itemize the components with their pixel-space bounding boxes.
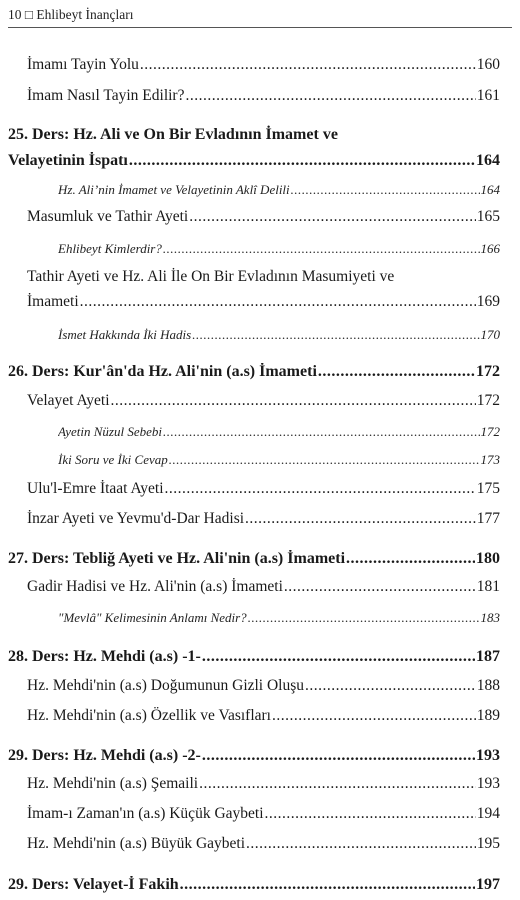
toc-entry-title: İsmet Hakkında İki Hadis (58, 327, 192, 342)
toc-entry-page: 165 (476, 208, 500, 225)
toc-entry-title: Velayetinin İspatı (8, 152, 128, 169)
leader-dots (202, 747, 475, 765)
toc-entry-title: Ehlibeyt Kimlerdir? (58, 241, 162, 256)
leader-dots (185, 87, 475, 105)
toc-entry-title: İmam-ı Zaman'ın (a.s) Küçük Gaybeti (27, 805, 264, 822)
toc-entry-title: Ayetin Nüzul Sebebi (58, 424, 162, 439)
leader-dots (272, 707, 476, 725)
leader-dots (202, 648, 475, 666)
toc-entry-title: İmam Nasıl Tayin Edilir? (27, 87, 185, 104)
toc-entry[interactable] (27, 87, 500, 105)
leader-dots (265, 805, 476, 823)
header-book-title: Ehlibeyt İnançları (36, 7, 134, 22)
toc-entry-page: 183 (480, 610, 500, 625)
toc-entry-title: Velayet Ayeti (27, 392, 110, 409)
toc-entry[interactable] (27, 775, 500, 793)
toc-entry[interactable] (27, 835, 500, 853)
toc-section-entry[interactable] (8, 550, 500, 568)
toc-entry[interactable] (58, 241, 500, 257)
toc-entry-title: Ulu'l-Emre İtaat Ayeti (27, 480, 164, 497)
toc-entry-page: 189 (476, 707, 500, 724)
toc-entry-title: İmamı Tayin Yolu (27, 56, 139, 73)
toc-section-entry[interactable] (8, 876, 500, 894)
toc-entry-page: 173 (480, 452, 500, 467)
leader-dots (284, 578, 476, 596)
header-page-number: 10 (8, 7, 22, 22)
leader-dots (246, 835, 476, 853)
toc-entry-page: 172 (476, 363, 500, 380)
leader-dots (346, 550, 475, 568)
toc-entry-title: İnzar Ayeti ve Yevmu'd-Dar Hadisi (27, 510, 245, 527)
toc-entry-page: 164 (476, 152, 500, 169)
leader-dots (111, 392, 476, 410)
toc-entry-title: Hz. Ali’nin İmamet ve Velayetinin Aklî Delili (58, 182, 290, 197)
toc-entry[interactable] (58, 452, 500, 468)
toc-entry[interactable] (58, 327, 500, 343)
toc-entry-title: "Mevlâ" Kelimesinin Anlamı Nedir? (58, 610, 247, 625)
leader-dots (169, 452, 480, 468)
leader-dots (165, 480, 476, 498)
toc-entry-title: 29. Ders: Hz. Mehdi (a.s) -2- (8, 747, 201, 764)
leader-dots (318, 363, 475, 381)
toc-entry-page: 164 (480, 182, 500, 197)
toc-entry-title: İmameti (27, 293, 79, 310)
header-separator: □ (24, 7, 34, 22)
toc-entry-title: Hz. Mehdi'nin (a.s) Doğumunun Gizli Oluşu (27, 677, 305, 694)
toc-entry-title: İki Soru ve İki Cevap (58, 452, 168, 467)
leader-dots (80, 293, 476, 311)
toc-entry-page: 180 (476, 550, 500, 567)
toc-entry[interactable] (27, 392, 500, 410)
toc-entry-page: 175 (476, 480, 500, 497)
toc-entry-page: 161 (476, 87, 500, 104)
header-divider (8, 27, 512, 28)
leader-dots (305, 677, 476, 695)
toc-entry-page: 195 (476, 835, 500, 852)
toc-entry-title: Masumluk ve Tathir Ayeti (27, 208, 189, 225)
toc-entry-title: 26. Ders: Kur'ân'da Hz. Ali'nin (a.s) İmameti (8, 363, 317, 380)
toc-section-entry[interactable] (8, 363, 500, 381)
toc-entry[interactable] (27, 293, 500, 311)
leader-dots (180, 876, 475, 894)
toc-entry-title: Gadir Hadisi ve Hz. Ali'nin (a.s) İmameti (27, 578, 283, 595)
toc-entry-page: 166 (480, 241, 500, 256)
toc-entry[interactable] (27, 480, 500, 498)
toc-entry-title: 27. Ders: Tebliğ Ayeti ve Hz. Ali'nin (a.s) İmameti (8, 550, 346, 567)
toc-entry-page: 181 (476, 578, 500, 595)
leader-dots (163, 241, 480, 257)
toc-entry[interactable] (27, 510, 500, 528)
toc-entry-page: 160 (476, 56, 500, 73)
toc-entry-page: 193 (476, 747, 500, 764)
leader-dots (291, 182, 480, 198)
toc-entry-page: 170 (480, 327, 500, 342)
toc-entry-title: Hz. Mehdi'nin (a.s) Büyük Gaybeti (27, 835, 246, 852)
leader-dots (192, 327, 479, 343)
toc-entry-page: 197 (476, 876, 500, 893)
leader-dots (140, 56, 476, 74)
leader-dots (248, 610, 480, 626)
toc-entry[interactable] (27, 56, 500, 74)
toc-entry-page: 193 (476, 775, 500, 792)
toc-entry[interactable] (58, 424, 500, 440)
toc-entry-title: Hz. Mehdi'nin (a.s) Özellik ve Vasıfları (27, 707, 271, 724)
toc-entry-page: 194 (476, 805, 500, 822)
toc-entry-title: Hz. Mehdi'nin (a.s) Şemaili (27, 775, 199, 792)
toc-entry[interactable] (58, 182, 500, 198)
toc-entry-page: 187 (476, 648, 500, 665)
toc-entry-title: 28. Ders: Hz. Mehdi (a.s) -1- (8, 648, 201, 665)
toc-entry-page: 177 (476, 510, 500, 527)
leader-dots (199, 775, 476, 793)
toc-entry-page: 172 (480, 424, 500, 439)
toc-entry-title-line1: Tathir Ayeti ve Hz. Ali İle On Bir Evladının Masumiyeti ve (27, 268, 395, 285)
toc-section-title-line1: 25. Ders: Hz. Ali ve On Bir Evladının İmamet ve (8, 126, 338, 143)
toc-section-entry[interactable] (8, 648, 500, 666)
toc-entry[interactable] (27, 677, 500, 695)
running-header (8, 5, 512, 25)
leader-dots (129, 152, 475, 170)
toc-entry[interactable] (27, 208, 500, 226)
toc-entry-page: 172 (476, 392, 500, 409)
toc-entry-page: 169 (476, 293, 500, 310)
leader-dots (163, 424, 480, 440)
toc-entry[interactable] (58, 610, 500, 626)
toc-section-entry[interactable] (8, 152, 500, 170)
toc-entry[interactable] (27, 805, 500, 823)
toc-section-entry[interactable] (8, 747, 500, 765)
leader-dots (245, 510, 476, 528)
toc-entry-title: 29. Ders: Velayet-İ Fakih (8, 876, 179, 893)
toc-entry[interactable] (27, 707, 500, 725)
toc-entry-page: 188 (476, 677, 500, 694)
leader-dots (189, 208, 476, 226)
toc-entry[interactable] (27, 578, 500, 596)
